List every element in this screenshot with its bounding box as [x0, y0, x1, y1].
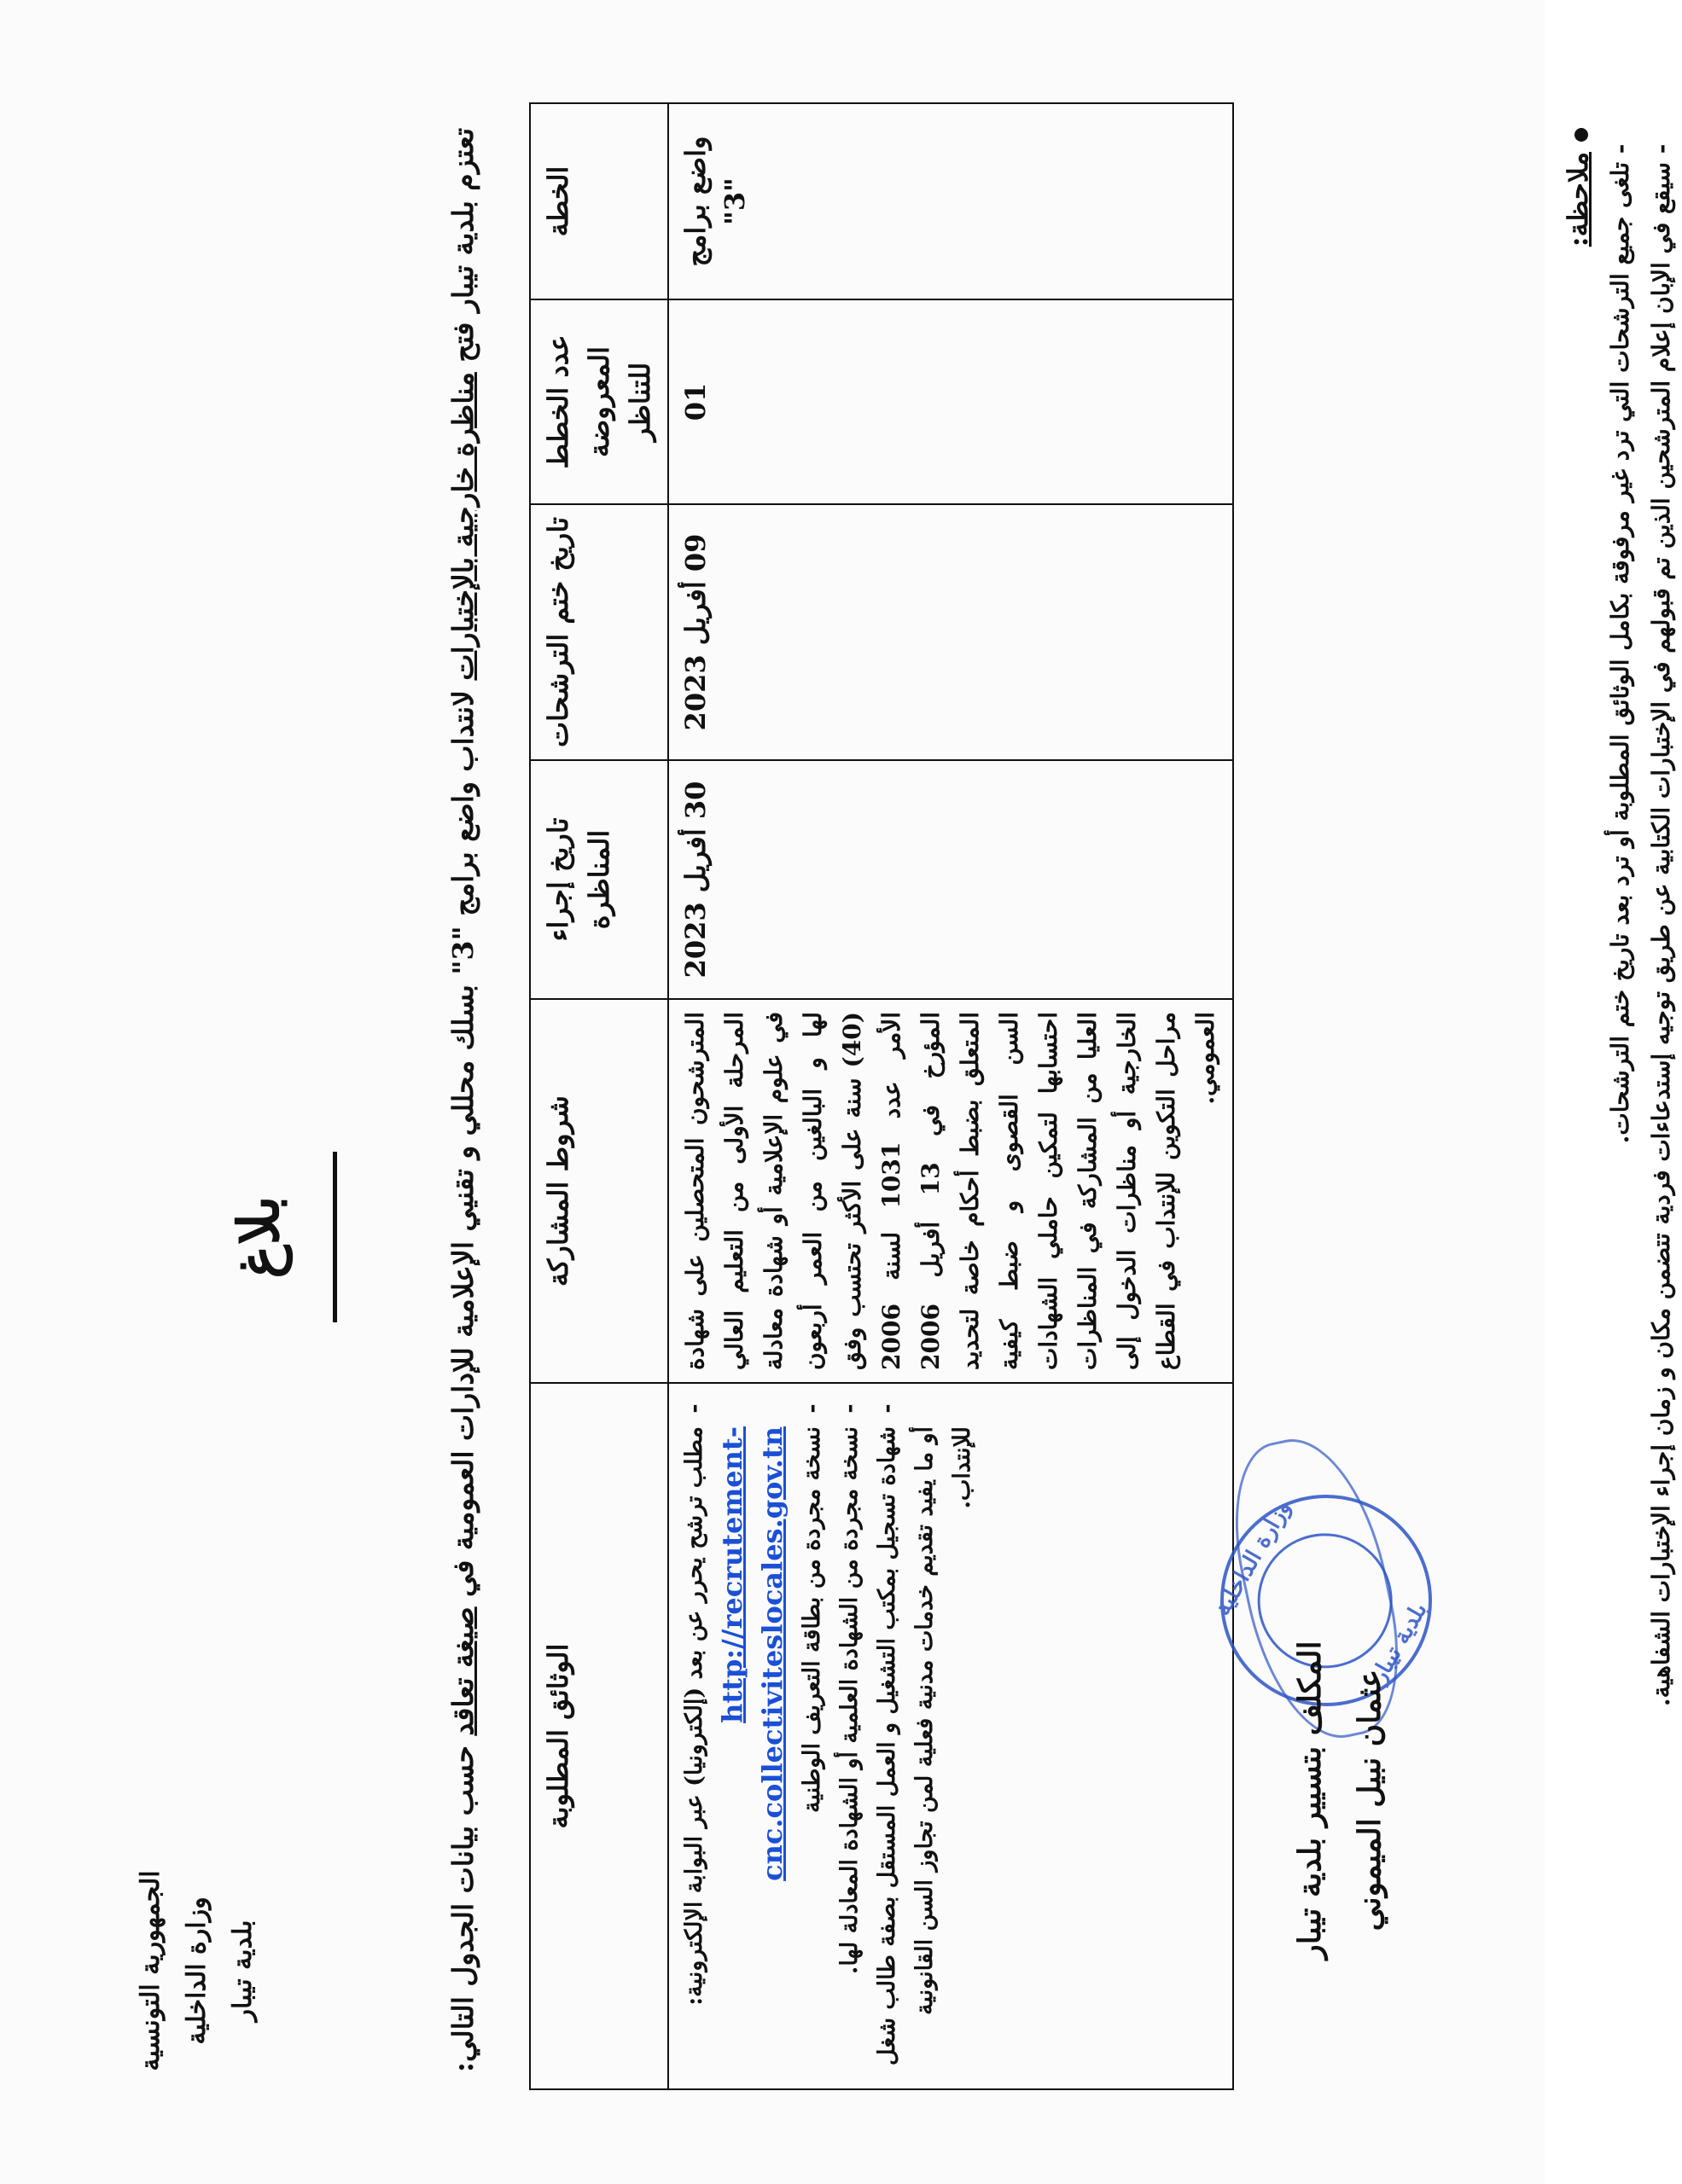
- document-title: بلاغ: [225, 1195, 292, 1279]
- letterhead: [128, 1860, 266, 2082]
- bullet-icon: [1574, 128, 1588, 142]
- competition-table: [529, 102, 1234, 2090]
- signature-role: المكلف بتسيير بلدية تيبار: [1292, 1641, 1328, 1960]
- signature-name: عثمان نبيل الميموني: [1352, 1669, 1388, 1931]
- document-item: - نسخة مجردة من بطاقة التعريف الوطنية: [794, 1421, 831, 2077]
- table-header-row: [530, 103, 668, 2089]
- notes-title: ملاحظة:: [1562, 152, 1594, 247]
- cell-documents: [668, 1383, 1233, 2089]
- note-item: - تلغى جميع الترشحات التي ترد غير مرفوقة بكامل الوثائق المطلوبة أو ترد بعد تاريخ ختم الترشحات.: [1600, 162, 1641, 2090]
- cell-closing-date: 09 أفريل 2023: [668, 504, 1233, 760]
- table-row: [668, 103, 1233, 2089]
- letterhead-municipality: بلدية تيبار: [228, 1920, 258, 2022]
- intro-part-2: لانتداب واضع برامج "3" بسلك محللي و تقنيي الإعلامية للإدارات العمومية في: [446, 680, 480, 1607]
- notes-section: [1557, 128, 1682, 2090]
- document-item: - شهادة تسجيل بمكتب التشغيل و العمل المستقل بصفة طالب شغل أو ما يفيد تقديم خدمات مدنية فعلية لمن تجاوز السن القانونية للإنتداب.: [869, 1421, 981, 2077]
- intro-paragraph: [444, 128, 483, 2073]
- header-count: عدد الخطط المعروضة للتناظر: [530, 299, 668, 504]
- header-plan: الخطة: [530, 103, 668, 299]
- header-exam-date: تاريخ إجراء المناظرة: [530, 760, 668, 999]
- header-documents: الوثائق المطلوبة: [530, 1383, 668, 2089]
- intro-underlined-2: صيغة تعاقد: [446, 1606, 480, 1736]
- letterhead-country: الجمهورية التونسية: [136, 1870, 166, 2071]
- cell-exam-date: 30 أفريل 2023: [668, 760, 1233, 999]
- stamp-bottom-text: بلدية تيبار: [1365, 1598, 1433, 1687]
- document-item: [676, 1421, 794, 2077]
- signature-block: [1280, 1544, 1400, 2056]
- notes-list: [1600, 128, 1682, 2090]
- portal-link[interactable]: http://recrutement-cnc.collectiviteslocales.gov.tn: [716, 1426, 789, 1881]
- intro-part-3: حسب بيانات الجدول التالي:: [446, 1735, 480, 2073]
- documents-list: [676, 1396, 981, 2077]
- document-item: - نسخة مجردة من الشهادة العلمية أو الشهادة المعادلة لها.: [831, 1421, 869, 2077]
- cell-conditions: المترشحون المتحصلين على شهادة المرحلة الأولى من التعليم العالي في علوم الإعلامية أو شهادة معادلة لها و البالغين من العمر أربعون (40) سنة على الأكثر تحتسب وفق الأمر عدد 1031 لسنة 2006 المؤرخ في 13 أفريل 2006 المتعلق بضبط أحكام خاصة لتحديد السن القصوى و ضبط كيفية احتسابها لتمكين حاملي الشهادات العليا من المشاركة في المناظرات الخارجية أو مناظرات الدخول إلى مراحل التكوين للإنتداب في القطاع العمومي.: [668, 999, 1233, 1383]
- header-conditions: شروط المشاركة: [530, 999, 668, 1383]
- header-closing-date: تاريخ ختم الترشحات: [530, 504, 668, 760]
- note-item: - سيقع في الإبان إعلام المترشحين الذين تم قبولهم في الإختبارات الكتابية عن طريق توجيه إستدعاءات فردية تتضمن مكان و زمان إجراء الإختبارات الشفاهية.: [1641, 162, 1682, 2090]
- intro-underlined-1: مناظرة خارجية بالإختبارات: [446, 372, 480, 681]
- document-item-text: مطلب ترشح يحرر عن بعد (إلكترونيا) عبر البوابة الإلكترونية:: [681, 1426, 707, 2006]
- cell-plan: واضع برامج "3": [668, 103, 1233, 299]
- stamp-top-text: وزارة الداخلية: [1209, 1496, 1296, 1620]
- cell-count: 01: [668, 299, 1233, 504]
- intro-part-1: تعتزم بلدية تيبار فتح: [446, 128, 480, 373]
- letterhead-ministry: وزارة الداخلية: [182, 1896, 212, 2045]
- title-underline: [333, 1152, 337, 1322]
